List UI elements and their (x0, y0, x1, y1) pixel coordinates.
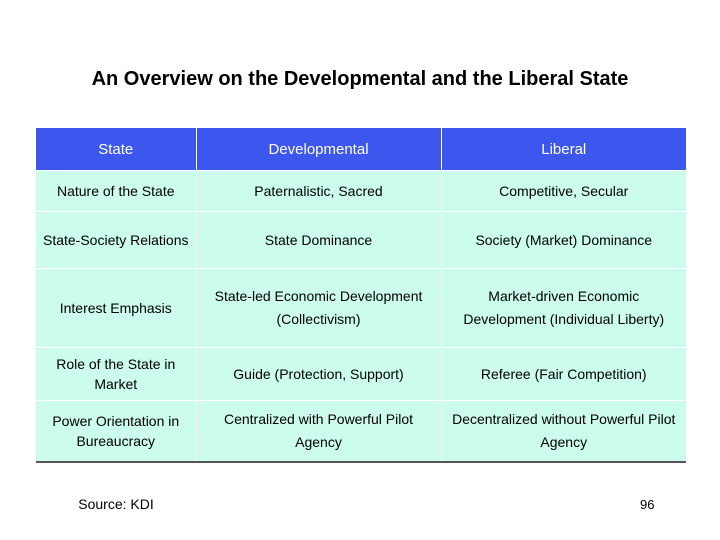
column-header-state: State (36, 128, 196, 171)
developmental-cell: Paternalistic, Sacred (196, 171, 441, 212)
page-number: 96 (640, 497, 655, 512)
comparison-table (36, 128, 686, 463)
developmental-cell: Guide (Protection, Support) (196, 348, 441, 401)
column-header-liberal: Liberal (441, 128, 686, 171)
row-label: Role of the State in Market (36, 348, 196, 401)
table-row (36, 212, 686, 269)
row-label: Power Orientation in Bureaucracy (36, 401, 196, 463)
source-note: Source: KDI (78, 496, 154, 512)
row-label: State-Society Relations (36, 212, 196, 269)
row-label: Interest Emphasis (36, 269, 196, 348)
table-row (36, 171, 686, 212)
liberal-cell: Decentralized without Powerful Pilot Agency (441, 401, 686, 463)
liberal-cell: Competitive, Secular (441, 171, 686, 212)
table-row (36, 348, 686, 401)
column-header-developmental: Developmental (196, 128, 441, 171)
table-row (36, 401, 686, 463)
liberal-cell: Society (Market) Dominance (441, 212, 686, 269)
page-title: An Overview on the Developmental and the Liberal State (91, 68, 629, 90)
developmental-cell: Centralized with Powerful Pilot Agency (196, 401, 441, 463)
liberal-cell: Market-driven Economic Development (Individual Liberty) (441, 269, 686, 348)
table-header-row (36, 128, 686, 171)
liberal-cell: Referee (Fair Competition) (441, 348, 686, 401)
developmental-cell: State Dominance (196, 212, 441, 269)
table-row (36, 269, 686, 348)
developmental-cell: State-led Economic Development (Collectivism) (196, 269, 441, 348)
row-label: Nature of the State (36, 171, 196, 212)
